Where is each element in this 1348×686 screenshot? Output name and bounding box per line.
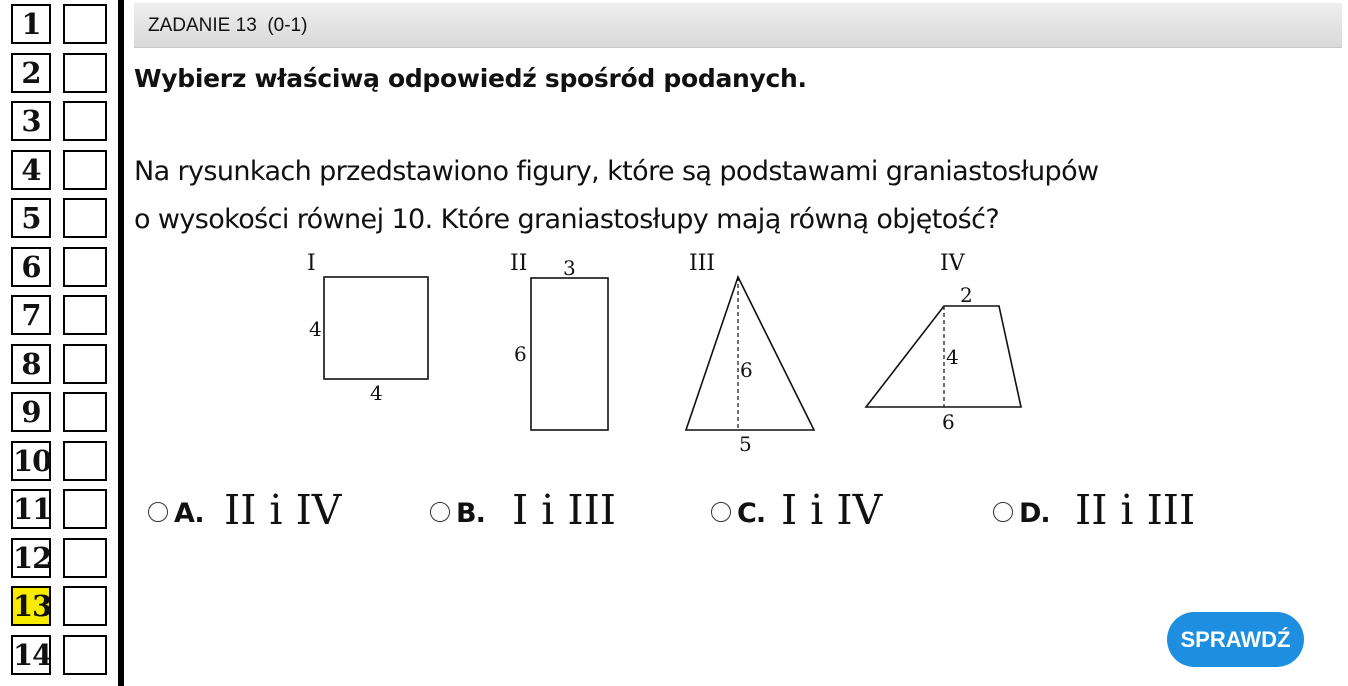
answer-status-box[interactable] xyxy=(63,538,107,578)
option-text: II i IV xyxy=(224,486,342,534)
answer-status-box[interactable] xyxy=(63,392,107,432)
figure-rectangle xyxy=(510,251,608,430)
nav-row-11 xyxy=(0,489,118,533)
radio-button[interactable] xyxy=(711,502,731,522)
option-text: I i IV xyxy=(781,486,883,534)
option-letter: B. xyxy=(456,498,485,529)
option-letter: D. xyxy=(1019,498,1050,529)
answer-status-box[interactable] xyxy=(63,586,107,626)
figure-triangle xyxy=(686,251,814,456)
base-label: 6 xyxy=(942,410,955,434)
figure-square xyxy=(307,251,428,405)
nav-row-10 xyxy=(0,441,118,485)
option-text: I i III xyxy=(512,486,616,534)
question-number-button[interactable]: 5 xyxy=(11,198,51,238)
answer-status-box[interactable] xyxy=(63,198,107,238)
answer-status-box[interactable] xyxy=(63,635,107,675)
check-answer-button[interactable]: SPRAWDŹ xyxy=(1167,612,1304,667)
triangle-shape xyxy=(686,277,814,430)
side-label: 2 xyxy=(960,283,973,307)
answer-status-box[interactable] xyxy=(63,441,107,481)
answer-status-box[interactable] xyxy=(63,150,107,190)
answer-status-box[interactable] xyxy=(63,295,107,335)
nav-row-12 xyxy=(0,538,118,582)
instruction-text: Wybierz właściwą odpowiedź spośród podanych. xyxy=(134,64,807,93)
answer-status-box[interactable] xyxy=(63,101,107,141)
question-number-button[interactable]: 14 xyxy=(11,635,51,675)
radio-button[interactable] xyxy=(148,502,168,522)
nav-row-4 xyxy=(0,150,118,194)
nav-row-2 xyxy=(0,53,118,97)
question-number-button[interactable]: 4 xyxy=(11,150,51,190)
radio-button[interactable] xyxy=(430,502,450,522)
base-label: 5 xyxy=(739,432,752,456)
answer-status-box[interactable] xyxy=(63,4,107,44)
question-number-button[interactable]: 10 xyxy=(11,441,51,481)
nav-row-7 xyxy=(0,295,118,339)
side-label: 4 xyxy=(309,317,322,341)
square-shape xyxy=(324,277,428,379)
question-navigation xyxy=(0,0,118,686)
answer-status-box[interactable] xyxy=(63,247,107,287)
answer-option-c[interactable] xyxy=(711,486,911,534)
figures-illustration xyxy=(290,248,1050,463)
question-number-button[interactable]: 8 xyxy=(11,344,51,384)
option-letter: A. xyxy=(174,498,204,529)
nav-row-5 xyxy=(0,198,118,242)
answer-option-d[interactable] xyxy=(993,486,1213,534)
question-number-button[interactable]: 12 xyxy=(11,538,51,578)
figure-label: II xyxy=(510,251,528,276)
option-letter: C. xyxy=(737,498,766,529)
height-label: 6 xyxy=(740,358,753,382)
nav-row-14 xyxy=(0,635,118,679)
height-label: 4 xyxy=(946,345,959,369)
question-number-button[interactable]: 6 xyxy=(11,247,51,287)
figure-label: I xyxy=(307,251,316,276)
rectangle-shape xyxy=(531,278,608,430)
question-number-button-current[interactable]: 13 xyxy=(11,586,51,626)
nav-row-13 xyxy=(0,586,118,630)
nav-divider xyxy=(118,0,124,686)
side-label: 3 xyxy=(563,256,576,280)
answer-option-b[interactable] xyxy=(430,486,630,534)
answer-status-box[interactable] xyxy=(63,489,107,529)
radio-button[interactable] xyxy=(993,502,1013,522)
question-number-button[interactable]: 1 xyxy=(11,4,51,44)
question-number-button[interactable]: 11 xyxy=(11,489,51,529)
side-label: 6 xyxy=(514,342,527,366)
figure-label: IV xyxy=(940,251,965,276)
nav-row-6 xyxy=(0,247,118,291)
answer-status-box[interactable] xyxy=(63,344,107,384)
figure-trapezoid xyxy=(866,251,1021,434)
nav-row-3 xyxy=(0,101,118,145)
side-label: 4 xyxy=(370,381,383,405)
answer-option-a[interactable] xyxy=(148,486,348,534)
question-number-button[interactable]: 9 xyxy=(11,392,51,432)
nav-row-1 xyxy=(0,4,118,48)
question-number-button[interactable]: 7 xyxy=(11,295,51,335)
question-number-button[interactable]: 3 xyxy=(11,101,51,141)
question-number-button[interactable]: 2 xyxy=(11,53,51,93)
question-text-line-2: o wysokości równej 10. Które graniastosłupy mają równą objętość? xyxy=(134,204,1000,235)
option-text: II i III xyxy=(1075,486,1196,534)
figure-label: III xyxy=(689,251,716,276)
answer-status-box[interactable] xyxy=(63,53,107,93)
nav-row-9 xyxy=(0,392,118,436)
task-header xyxy=(134,3,1342,48)
task-title: ZADANIE 13 (0-1) xyxy=(148,15,308,36)
question-text-line-1: Na rysunkach przedstawiono figury, które są podstawami graniastosłupów xyxy=(134,156,1099,187)
nav-row-8 xyxy=(0,344,118,388)
